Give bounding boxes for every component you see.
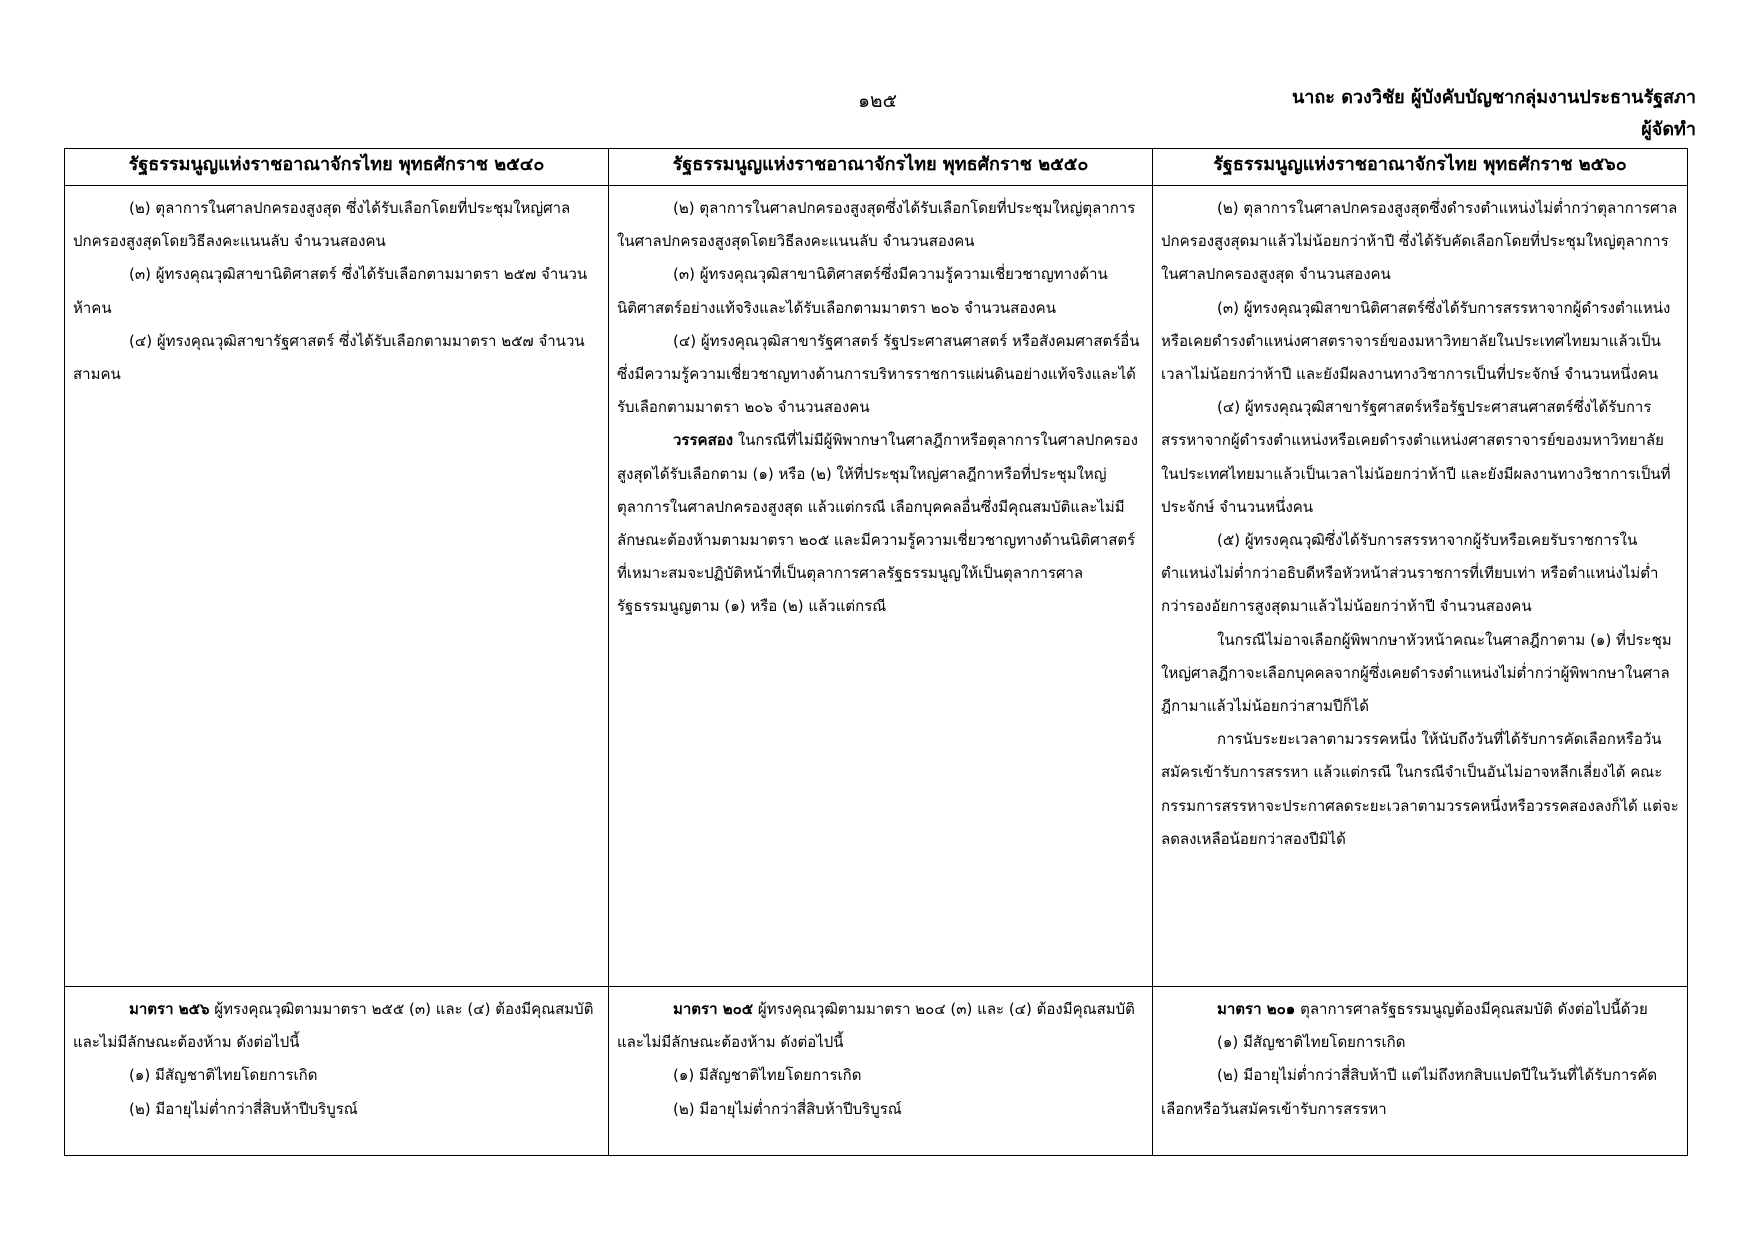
- section-text: ตุลาการศาลรัฐธรรมนูญต้องมีคุณสมบัติ ดังต่อไปนี้ด้วย: [1295, 1000, 1648, 1018]
- clause-text: (๓) ผู้ทรงคุณวุฒิสาขานิติศาสตร์ซึ่งได้รับการสรรหาจากผู้ดำรงตำแหน่งหรือเคยดำรงตำแหน่งศาสตราจารย์ของมหาวิทยาลัยในประเทศไทยมาแล้วเป็นเวลาไม่น้อยกว่าห้าปี และยังมีผลงานทางวิชาการเป็นที่ประจักษ์ จำนวนหนึ่งคน: [1161, 298, 1671, 384]
- clause-text: (๓) ผู้ทรงคุณวุฒิสาขานิติศาสตร์ซึ่งมีความรู้ความเชี่ยวชาญทางด้านนิติศาสตร์อย่างแท้จริงและได้รับเลือกตามมาตรา ๒๐๖ จำนวนสองคน: [617, 265, 1108, 317]
- column-header-2540: รัฐธรรมนูญแห่งราชอาณาจักรไทย พุทธศักราช ๒๕๔๐: [65, 149, 609, 186]
- clause-text: (๑) มีสัญชาติไทยโดยการเกิด: [673, 1066, 862, 1085]
- clause-text: (๒) มีอายุไม่ต่ำกว่าสี่สิบห้าปีบริบูรณ์: [673, 1099, 902, 1118]
- paragraph-text: ในกรณีที่ไม่มีผู้พิพากษาในศาลฎีกาหรือตุลาการในศาลปกครองสูงสุดได้รับเลือกตาม (๑) หรือ (๒) ให้ที่ประชุมใหญ่ศาลฎีกาหรือที่ประชุมใหญ่ตุลาการในศาลปกครองสูงสุด แล้วแต่กรณี เลือกบุคคลอื่นซึ่งมีคุณสมบัติและไม่มีลักษณะต้องห้ามตามมาตรา ๒๐๕ และมีความรู้ความเชี่ยวชาญทางด้านนิติศาสตร์ที่เหมาะสมจะปฏิบัติหน้าที่เป็นตุลาการศาลรัฐธรรมนูญให้เป็นตุลาการศาลรัฐธรรมนูญตาม (๑) หรือ (๒) แล้วแต่กรณี: [617, 431, 1138, 616]
- clause-paragraph: [617, 424, 1144, 623]
- table-row: [65, 987, 1688, 1156]
- clause-text: (๑) มีสัญชาติไทยโดยการเกิด: [129, 1066, 318, 1085]
- column-header-2550: รัฐธรรมนูญแห่งราชอาณาจักรไทย พุทธศักราช ๒๕๕๐: [609, 149, 1153, 186]
- section-label: มาตรา ๒๐๑: [1217, 1000, 1296, 1018]
- column-header-2560: รัฐธรรมนูญแห่งราชอาณาจักรไทย พุทธศักราช ๒๕๖๐: [1153, 149, 1688, 186]
- comparison-table: [64, 148, 1688, 1156]
- cell-2540: [65, 987, 609, 1156]
- section-intro: [73, 993, 600, 1059]
- clause-text: (๒) มีอายุไม่ต่ำกว่าสี่สิบห้าปีบริบูรณ์: [129, 1099, 358, 1118]
- page-number: ๑๒๕: [858, 90, 897, 112]
- clause-text: (๒) ตุลาการในศาลปกครองสูงสุดซึ่งได้รับเลือกโดยที่ประชุมใหญ่ตุลาการในศาลปกครองสูงสุดโดยวิธีลงคะแนนลับ จำนวนสองคน: [617, 199, 1136, 251]
- section-label: มาตรา ๒๕๖: [129, 1000, 210, 1018]
- clause-text: (๒) ตุลาการในศาลปกครองสูงสุดซึ่งดำรงตำแหน่งไม่ต่ำกว่าตุลาการศาลปกครองสูงสุดมาแล้วไม่น้อยกว่าห้าปี ซึ่งได้รับคัดเลือกโดยที่ประชุมใหญ่ตุลาการในศาลปกครองสูงสุด จำนวนสองคน: [1161, 199, 1678, 284]
- author-credit: [1292, 82, 1696, 146]
- clause-text: (๔) ผู้ทรงคุณวุฒิสาขารัฐศาสตร์หรือรัฐประศาสนศาสตร์ซึ่งได้รับการสรรหาจากผู้ดำรงตำแหน่งหรือเคยดำรงตำแหน่งศาสตราจารย์ของมหาวิทยาลัยในประเทศไทยมาแล้วเป็นเวลาไม่น้อยกว่าห้าปี และยังมีผลงานทางวิชาการเป็นที่ประจักษ์ จำนวนหนึ่งคน: [1161, 398, 1671, 516]
- table-header-row: [65, 149, 1688, 186]
- clause-text: การนับระยะเวลาตามวรรคหนึ่ง ให้นับถึงวันที่ได้รับการคัดเลือกหรือวันสมัครเข้ารับการสรรหา แล้วแต่กรณี ในกรณีจำเป็นอันไม่อาจหลีกเลี่ยงได้ คณะกรรมการสรรหาจะประกาศลดระยะเวลาตามวรรคหนึ่งหรือวรรคสองลงก็ได้ แต่จะลดลงเหลือน้อยกว่าสองปีมิได้: [1161, 730, 1679, 848]
- table-row: [65, 186, 1688, 987]
- section-label: มาตรา ๒๐๕: [673, 1000, 754, 1018]
- section-text: ผู้ทรงคุณวุฒิตามมาตรา ๒๕๕ (๓) และ (๔) ต้องมีคุณสมบัติและไม่มีลักษณะต้องห้าม ดังต่อไปนี้: [73, 1000, 594, 1052]
- clause-text: ในกรณีไม่อาจเลือกผู้พิพากษาหัวหน้าคณะในศาลฎีกาตาม (๑) ที่ประชุมใหญ่ศาลฎีกาจะเลือกบุคคลจากผู้ซึ่งเคยดำรงตำแหน่งไม่ต่ำกว่าผู้พิพากษาในศาลฎีกามาแล้วไม่น้อยกว่าสามปีก็ได้: [1161, 630, 1672, 716]
- cell-2560: [1153, 186, 1688, 987]
- clause-text: (๑) มีสัญชาติไทยโดยการเกิด: [1217, 1033, 1406, 1052]
- author-line-1: นาถะ ดวงวิชัย ผู้บังคับบัญชากลุ่มงานประธานรัฐสภา: [1292, 87, 1696, 108]
- clause-text: (๒) ตุลาการในศาลปกครองสูงสุด ซึ่งได้รับเลือกโดยที่ประชุมใหญ่ศาลปกครองสูงสุดโดยวิธีลงคะแนนลับ จำนวนสองคน: [73, 199, 571, 251]
- clause-text: (๒) มีอายุไม่ต่ำกว่าสี่สิบห้าปี แต่ไม่ถึงหกสิบแปดปีในวันที่ได้รับการคัดเลือกหรือวันสมัครเข้ารับการสรรหา: [1161, 1066, 1658, 1118]
- section-text: ผู้ทรงคุณวุฒิตามมาตรา ๒๐๔ (๓) และ (๔) ต้องมีคุณสมบัติและไม่มีลักษณะต้องห้าม ดังต่อไปนี้: [617, 1000, 1135, 1052]
- clause-text: (๔) ผู้ทรงคุณวุฒิสาขารัฐศาสตร์ ซึ่งได้รับเลือกตามมาตรา ๒๕๗ จำนวนสามคน: [73, 331, 585, 384]
- cell-2540: [65, 186, 609, 987]
- clause-text: (๕) ผู้ทรงคุณวุฒิซึ่งได้รับการสรรหาจากผู้รับหรือเคยรับราชการในตำแหน่งไม่ต่ำกว่าอธิบดีหรือหัวหน้าส่วนราชการที่เทียบเท่า หรือตำแหน่งไม่ต่ำกว่ารองอัยการสูงสุดมาแล้วไม่น้อยกว่าห้าปี จำนวนสองคน: [1161, 531, 1659, 616]
- cell-2550: [609, 186, 1153, 987]
- cell-2550: [609, 987, 1153, 1156]
- cell-2560: [1153, 987, 1688, 1156]
- section-intro: [1161, 993, 1679, 1026]
- clause-text: (๔) ผู้ทรงคุณวุฒิสาขารัฐศาสตร์ รัฐประศาสนศาสตร์ หรือสังคมศาสตร์อื่น ซึ่งมีความรู้ความเชี่ยวชาญทางด้านการบริหารราชการแผ่นดินอย่างแท้จริงและได้รับเลือกตามมาตรา ๒๐๖ จำนวนสองคน: [617, 331, 1140, 417]
- paragraph-label: วรรคสอง: [673, 431, 734, 450]
- author-line-2: ผู้จัดทำ: [1641, 119, 1696, 140]
- section-intro: [617, 993, 1144, 1059]
- clause-text: (๓) ผู้ทรงคุณวุฒิสาขานิติศาสตร์ ซึ่งได้รับเลือกตามมาตรา ๒๕๗ จำนวนห้าคน: [73, 265, 588, 317]
